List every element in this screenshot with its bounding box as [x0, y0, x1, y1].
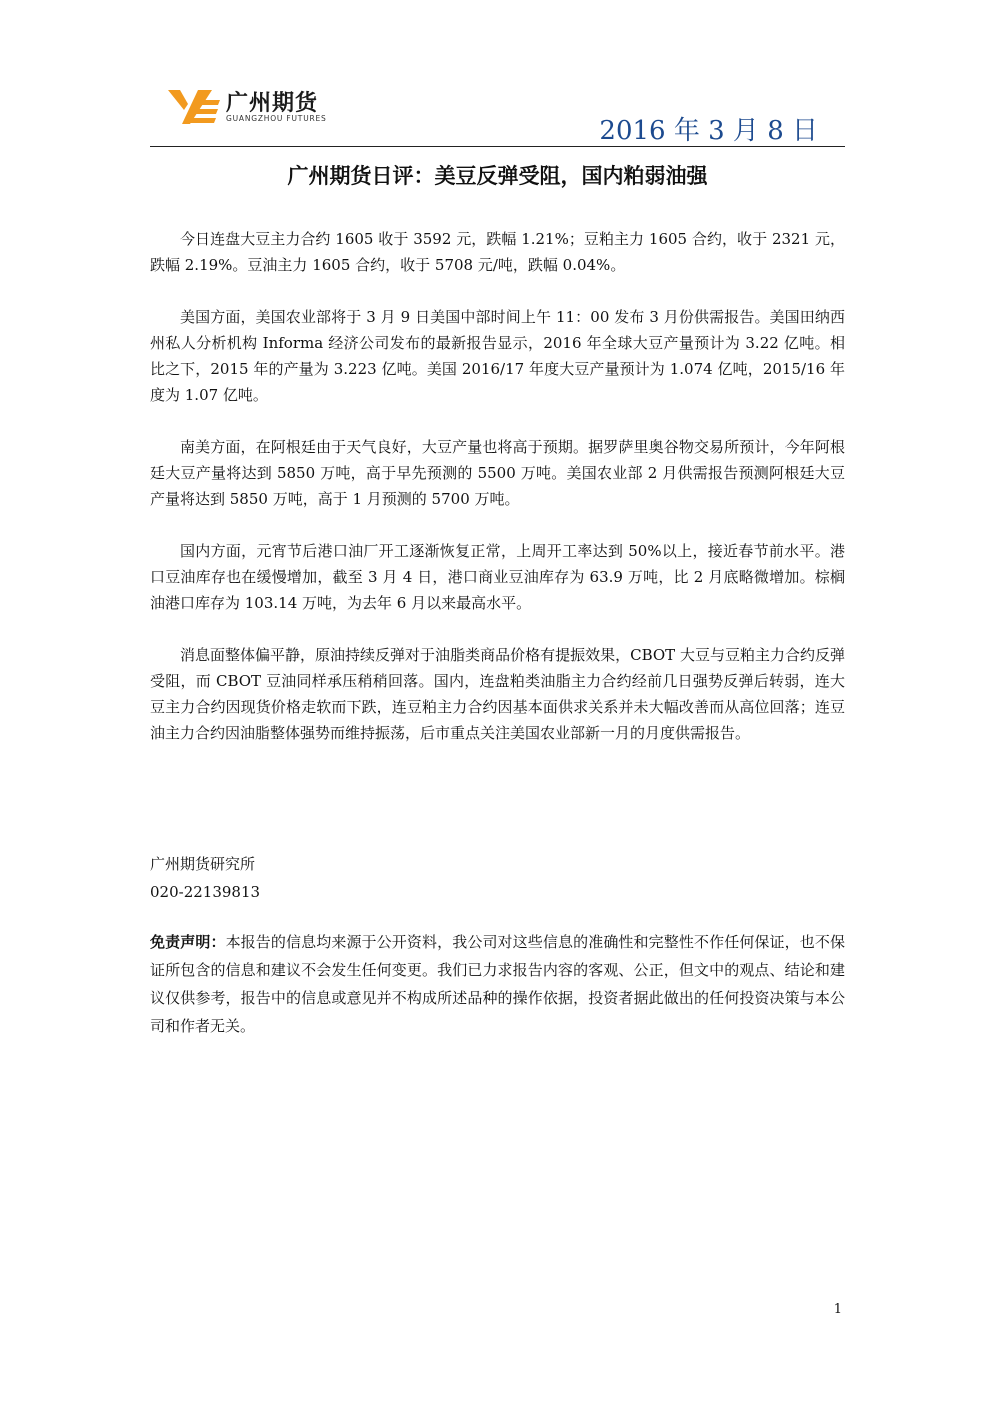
page-number: 1 [833, 1302, 842, 1317]
contact-block [150, 850, 260, 906]
paragraph-domestic: 国内方面，元宵节后港口油厂开工逐渐恢复正常，上周开工率达到 50%以上，接近春节前水平。港口豆油库存也在缓慢增加，截至 3 月 4 日，港口商业豆油库存为 63.9 万吨，比 2 月底略微增加。棕榈油港口库存为 103.14 万吨，为去年 6 月以来最高水平。 [150, 542, 845, 612]
paragraph-south-america: 南美方面，在阿根廷由于天气良好，大豆产量也将高于预期。据罗萨里奥谷物交易所预计，今年阿根廷大豆产量将达到 5850 万吨，高于早先预测的 5500 万吨。美国农业部 2 月供需报告预测阿根廷大豆产量将达到 5850 万吨，高于 1 月预测的 5700 万吨。 [150, 438, 845, 508]
disclaimer-label: 免责声明： [150, 933, 226, 951]
report-date: 2016 年 3 月 8 日 [599, 116, 818, 146]
header-divider [150, 146, 845, 147]
disclaimer-text: 本报告的信息均来源于公开资料，我公司对这些信息的准确性和完整性不作任何保证，也不保证所包含的信息和建议不会发生任何变更。我们已力求报告内容的客观、公正，但文中的观点、结论和建议仅供参考，报告中的信息或意见并不构成所述品种的操作依据，投资者据此做出的任何投资决策与本公司和作者无关。 [150, 933, 845, 1035]
contact-org: 广州期货研究所 [150, 855, 256, 873]
company-logo [168, 88, 348, 128]
contact-phone: 020-22139813 [150, 883, 261, 901]
paragraph-outlook: 消息面整体偏平静，原油持续反弹对于油脂类商品价格有提振效果，CBOT 大豆与豆粕主力合约反弹受阻，而 CBOT 豆油同样承压稍稍回落。国内，连盘粕类油脂主力合约经前几日强势反弹后转弱，连大豆主力合约因现货价格走软而下跌，连豆粕主力合约因基本面供求关系并未大幅改善而从高位回落；连豆油主力合约因油脂整体强势而维持振荡，后市重点关注美国农业部新一月的月度供需报告。 [150, 646, 845, 742]
report-title: 广州期货日评：美豆反弹受阻，国内粕弱油强 [287, 164, 708, 188]
paragraph-market-close: 今日连盘大豆主力合约 1605 收于 3592 元，跌幅 1.21%；豆粕主力 1605 合约，收于 2321 元，跌幅 2.19%。豆油主力 1605 合约，收于 5708 元/吨，跌幅 0.04%。 [150, 230, 845, 274]
report-body [150, 226, 845, 772]
logo-mark-icon [168, 88, 220, 126]
logo-text-en: GUANGZHOU FUTURES [226, 114, 327, 123]
disclaimer [150, 928, 845, 1040]
logo-text-cn: 广州期货 [226, 91, 319, 116]
paragraph-us: 美国方面，美国农业部将于 3 月 9 日美国中部时间上午 11：00 发布 3 月份供需报告。美国田纳西州私人分析机构 Informa 经济公司发布的最新报告显示，2016 年全球大豆产量预计为 3.22 亿吨。相比之下，2015 年的产量为 3.223 亿吨。美国 2016/17 年度大豆产量预计为 1.074 亿吨，2015/16 年度为 1.07 亿吨。 [150, 308, 845, 404]
